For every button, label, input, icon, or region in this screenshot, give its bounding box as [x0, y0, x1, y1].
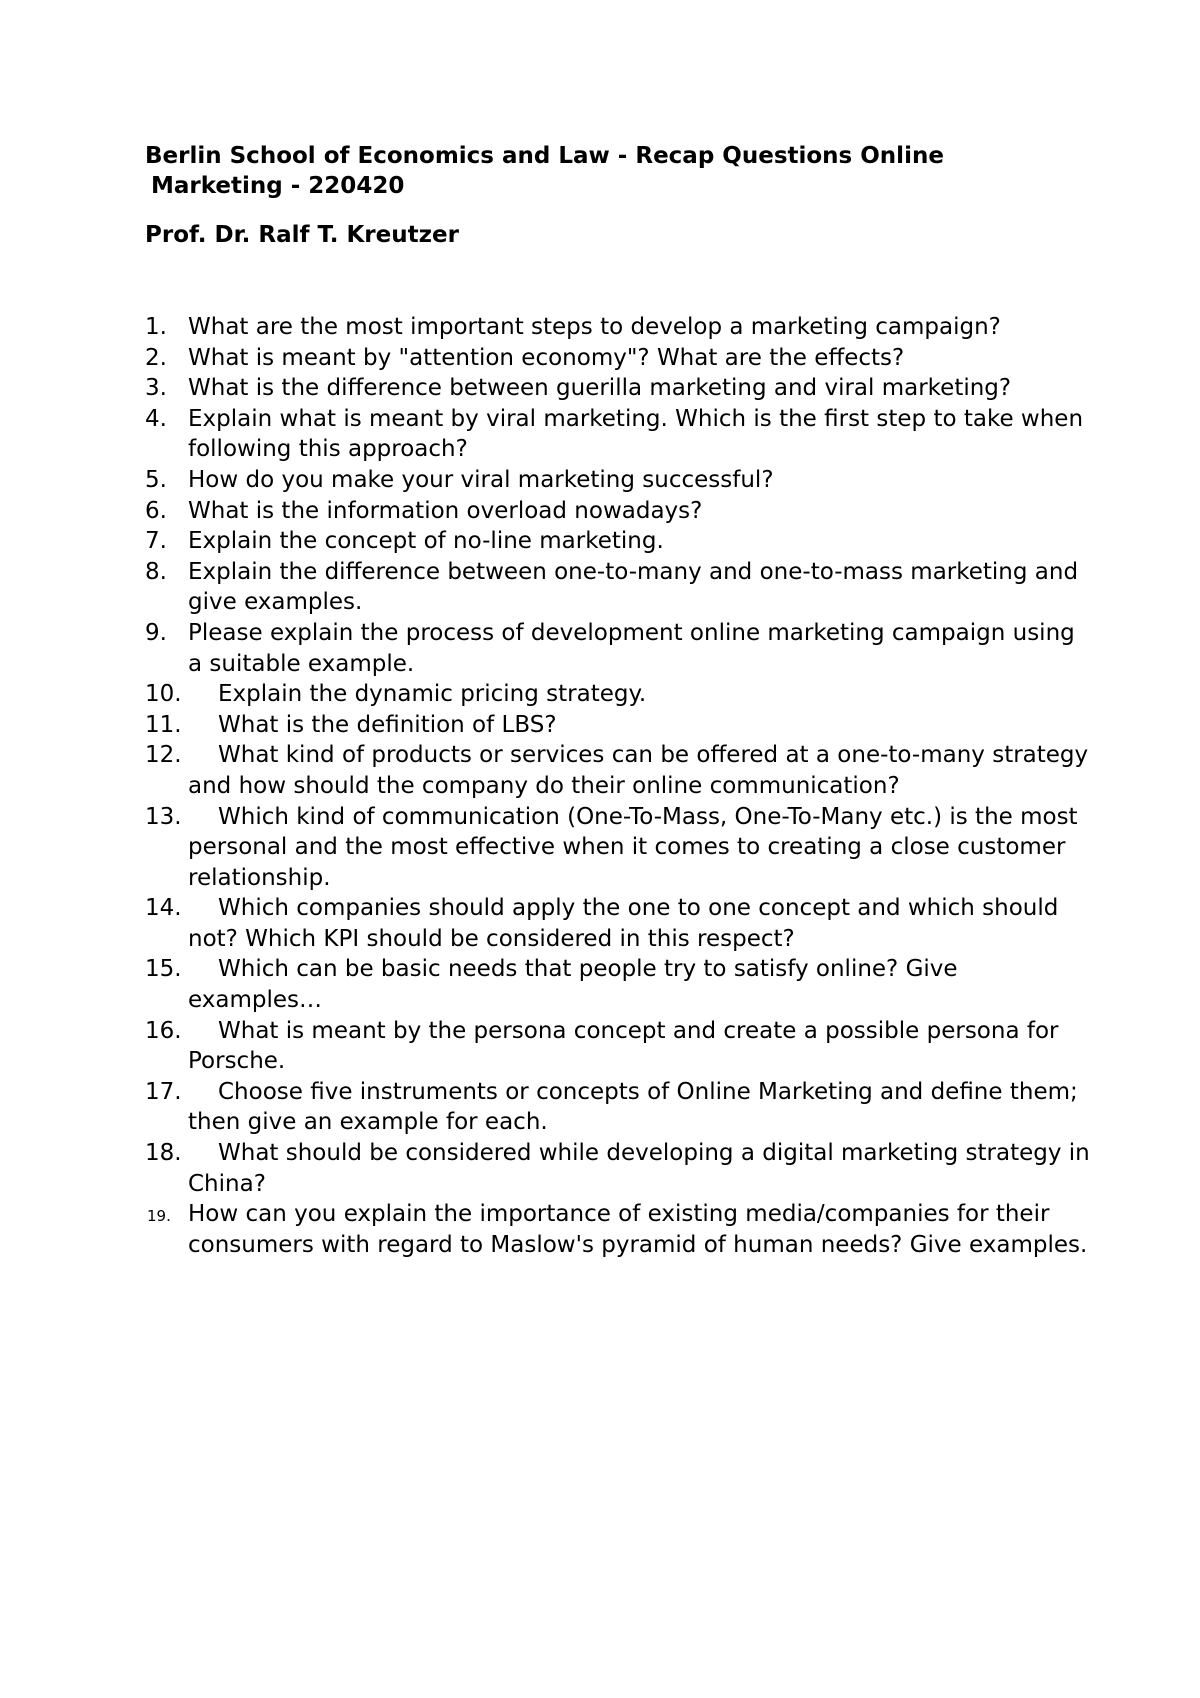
question-text-body: Which kind of communication (One-To-Mass, One-To-Many etc.) is the most personal and the most effective when it comes to creating a close customer relationship.: [188, 803, 1078, 891]
question-item: [145, 557, 1095, 618]
question-item: [145, 679, 1095, 710]
question-number: 1.: [145, 314, 167, 340]
question-item: [145, 954, 1095, 1015]
question-item: [145, 710, 1095, 741]
question-number: 11.: [145, 711, 182, 738]
question-number: 15.: [145, 956, 182, 983]
document-author: Prof. Dr. Ralf T. Kreutzer: [145, 222, 459, 248]
title-line-2: Marketing - 220420: [151, 173, 405, 199]
question-text: [188, 740, 1095, 801]
question-text: [188, 1138, 1095, 1199]
question-number: 12.: [145, 742, 182, 769]
question-text: [188, 954, 1095, 1015]
question-number: 5.: [145, 466, 167, 493]
question-item: [145, 404, 1095, 465]
question-text-body: What kind of products or services can be offered at a one-to-many strategy and how should the company do their online communication?: [188, 742, 1089, 799]
question-text: What is the information overload nowadays?: [188, 497, 703, 524]
question-text-body: What should be considered while developing a digital marketing strategy in China?: [188, 1140, 1090, 1197]
question-text: Explain what is meant by viral marketing. Which is the first step to take when following this approach?: [188, 405, 1084, 463]
question-text-body: Which companies should apply the one to one concept and which should not? Which KPI should be considered in this respect?: [188, 895, 1059, 952]
question-number: 17.: [145, 1078, 182, 1105]
question-item: [145, 526, 1095, 557]
question-text: How do you make your viral marketing successful?: [188, 466, 774, 493]
question-item: [145, 740, 1095, 801]
question-text-body: What is the definition of LBS?: [218, 711, 557, 738]
question-number: 6.: [145, 497, 167, 524]
question-number: 10.: [145, 681, 182, 708]
question-text: [188, 679, 1095, 710]
question-item: [145, 618, 1095, 679]
question-item: [145, 1016, 1095, 1077]
question-item: [145, 465, 1095, 496]
question-text: What is meant by "attention economy"? What are the effects?: [188, 344, 905, 371]
question-number: 7.: [145, 528, 167, 555]
question-number: 8.: [145, 558, 167, 585]
question-number: 13.: [145, 803, 182, 830]
question-item: [145, 312, 1095, 343]
question-item: [145, 802, 1095, 894]
question-item: [145, 1138, 1095, 1199]
question-text: How can you explain the importance of existing media/companies for their consumers with regard to Maslow's pyramid of human needs? Give examples.: [188, 1201, 1088, 1258]
question-text: [188, 893, 1095, 954]
question-number: 9.: [145, 619, 167, 646]
title-line-1: Berlin School of Economics and Law - Recap Questions Online: [145, 143, 944, 169]
question-item: [145, 1199, 1095, 1260]
question-text: Please explain the process of development online marketing campaign using a suitable example.: [188, 619, 1075, 677]
question-number: 4.: [145, 405, 167, 432]
question-item: [145, 893, 1095, 954]
question-text: Explain the difference between one-to-many and one-to-mass marketing and give examples.: [188, 558, 1079, 616]
question-number: 2.: [145, 344, 167, 371]
question-item: [145, 373, 1095, 404]
question-text: Explain the concept of no-line marketing.: [188, 528, 664, 555]
question-item: [145, 343, 1095, 374]
question-number: 19.: [147, 1207, 171, 1226]
question-number: 16.: [145, 1017, 182, 1044]
question-item: [145, 1077, 1095, 1138]
question-item: [145, 496, 1095, 527]
question-text: [188, 1077, 1095, 1138]
question-text: What are the most important steps to develop a marketing campaign?: [188, 314, 1001, 340]
question-number: 3.: [145, 375, 167, 402]
question-list: [145, 312, 1095, 1260]
document-title: [145, 141, 1065, 201]
document-header: [145, 141, 1065, 250]
question-text: What is the difference between guerilla marketing and viral marketing?: [188, 375, 1012, 402]
question-text-body: What is meant by the persona concept and create a possible persona for Porsche.: [188, 1017, 1059, 1075]
question-text: [188, 802, 1095, 894]
question-text: [188, 710, 1095, 741]
question-text-body: Which can be basic needs that people try to satisfy online? Give examples…: [188, 956, 958, 1014]
question-text-body: Explain the dynamic pricing strategy.: [218, 681, 647, 708]
question-text: [188, 1016, 1095, 1077]
question-text-body: Choose five instruments or concepts of Online Marketing and define them; then give an example for each.: [188, 1078, 1078, 1136]
question-number: 14.: [145, 895, 182, 922]
question-number: 18.: [145, 1140, 182, 1167]
